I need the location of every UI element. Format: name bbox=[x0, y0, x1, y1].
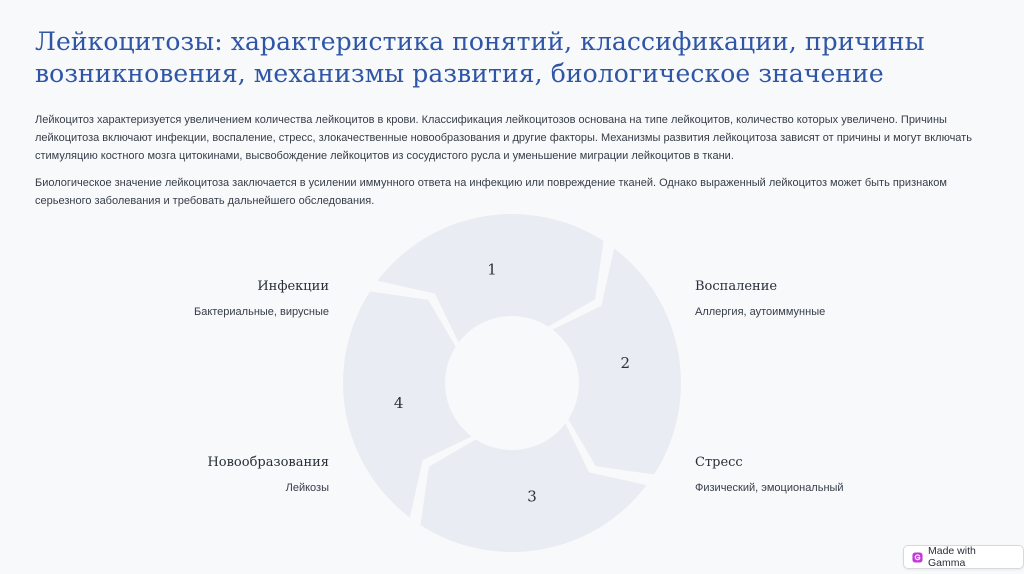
slide-title: Лейкоцитозы: характеристика понятий, классификации, причины возникновения, механизмы развития, биологическое значение bbox=[35, 27, 925, 88]
cycle-label-4-subtitle: Лейкозы bbox=[285, 482, 329, 494]
cycle-label-3-subtitle: Физический, эмоциональный bbox=[695, 482, 844, 494]
cycle-label-2 bbox=[695, 279, 945, 319]
cycle-number-4: 4 bbox=[393, 394, 404, 412]
made-with-gamma-badge[interactable] bbox=[903, 545, 1024, 569]
cycle-number-1: 1 bbox=[487, 260, 497, 279]
made-with-gamma-label: Made with Gamma bbox=[928, 545, 976, 569]
cycle-number-3: 3 bbox=[527, 487, 537, 506]
cycle-label-4 bbox=[79, 455, 329, 495]
cycle-label-3-title: Стресс bbox=[695, 455, 743, 470]
significance-paragraph: Биологическое значение лейкоцитоза заключается в усилении иммунного ответа на инфекцию или повреждение тканей. Однако выраженный лейкоцитоз может быть признаком серьезного заболевания и требовать дальнейшего обследования. bbox=[35, 177, 947, 207]
cycle-label-3 bbox=[695, 455, 945, 495]
cycle-label-1-subtitle: Бактериальные, вирусные bbox=[193, 306, 329, 318]
cycle-number-2: 2 bbox=[620, 354, 631, 372]
cycle-label-1 bbox=[79, 279, 329, 319]
cycle-label-1-title: Инфекции bbox=[257, 279, 329, 294]
cycle-label-2-subtitle: Аллергия, аутоиммунные bbox=[695, 306, 826, 318]
intro-paragraph: Лейкоцитоз характеризуется увеличением количества лейкоцитов в крови. Классификация лейкоцитозов основана на типе лейкоцитов, количество которых увеличено. Причины лейкоцитоза включают инфекции, воспаление, стресс, злокачественные новообразования и другие факторы. Механизмы развития лейкоцитоза зависят от причины и могут включать стимуляцию костного мозга цитокинами, высвобождение лейкоцитов из сосудистого русла и уменьшение миграции лейкоцитов в ткани. bbox=[35, 114, 972, 162]
cycle-label-4-title: Новообразования bbox=[207, 455, 329, 470]
gamma-logo-icon bbox=[912, 552, 923, 563]
cycle-label-2-title: Воспаление bbox=[695, 279, 778, 294]
